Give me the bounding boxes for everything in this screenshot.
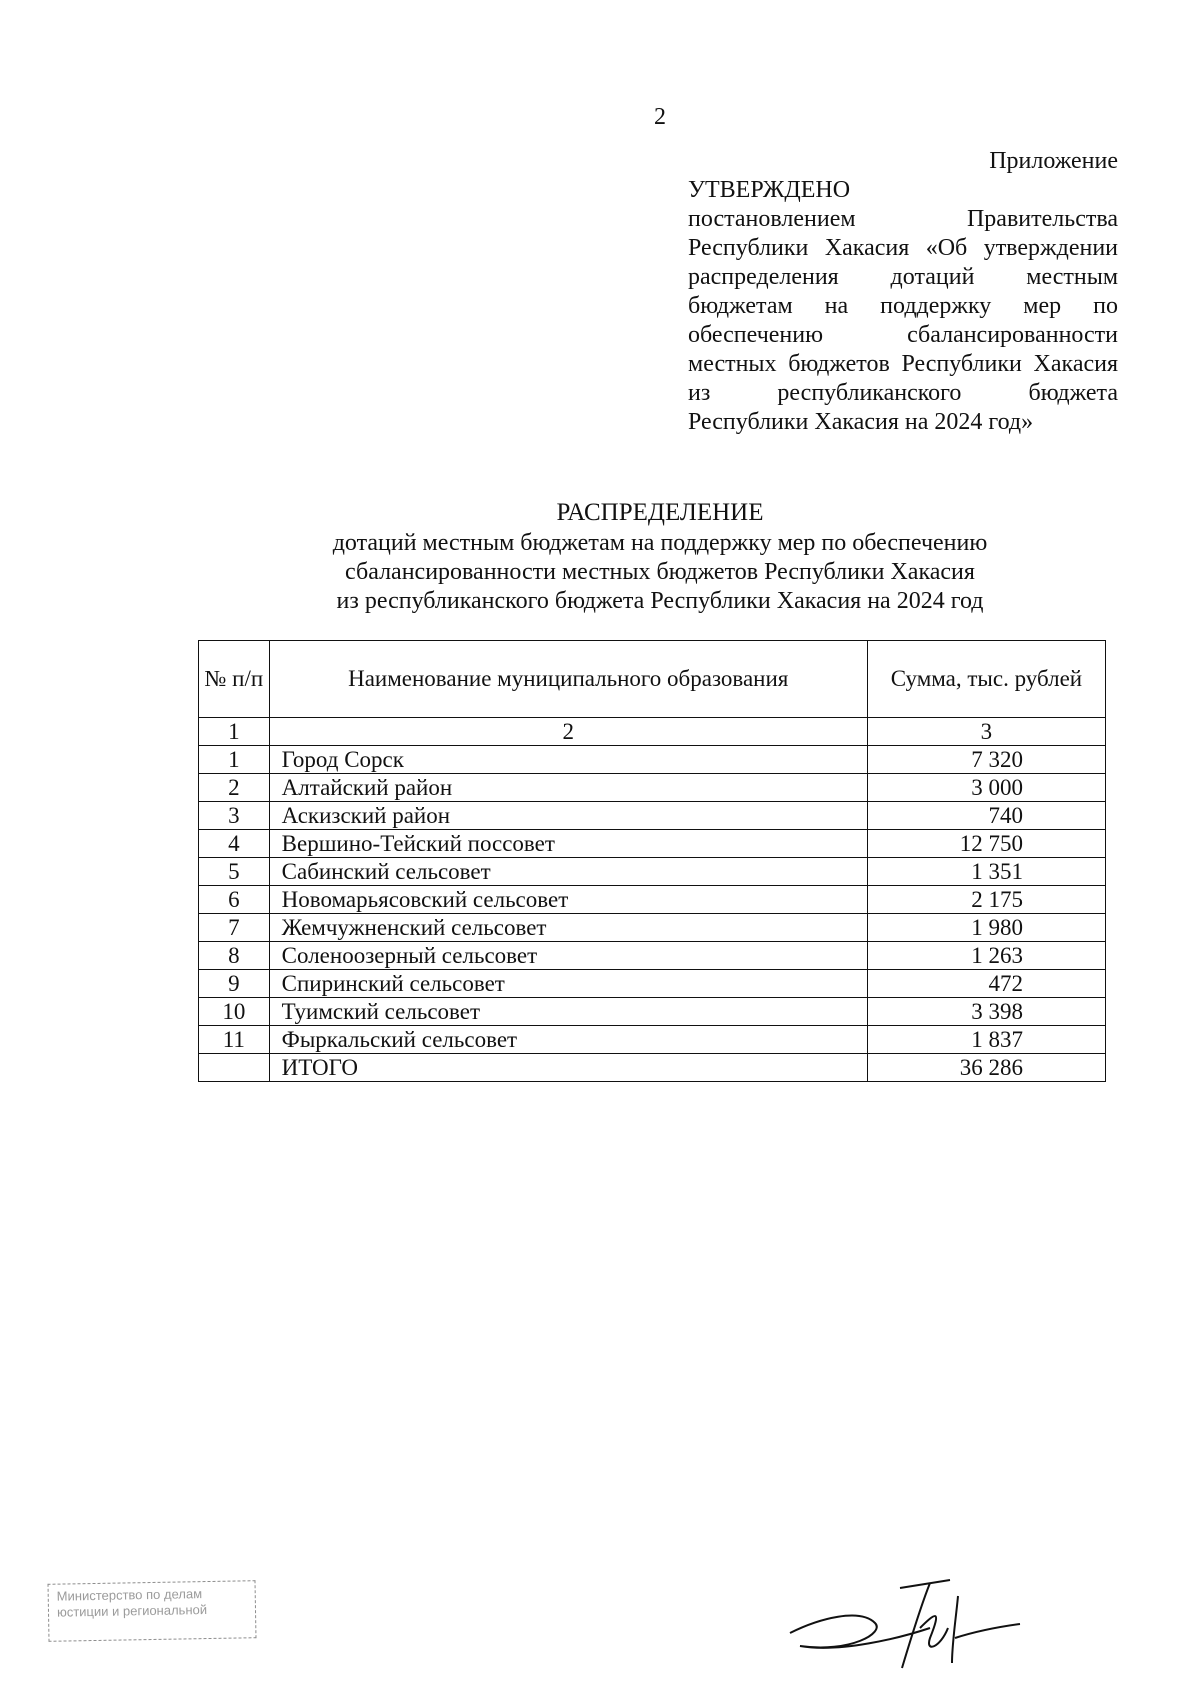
- row-sum: 1 263: [867, 942, 1105, 970]
- table-row: [199, 802, 1106, 830]
- row-name: Спиринский сельсовет: [269, 970, 867, 998]
- total-row: [199, 1054, 1106, 1082]
- row-num: 11: [199, 1026, 270, 1054]
- table-header-row: [199, 641, 1106, 718]
- distribution-table: [198, 640, 1106, 1082]
- appendix-label: Приложение: [989, 148, 1118, 174]
- table-row: [199, 858, 1106, 886]
- table-row: [199, 886, 1106, 914]
- row-sum: 7 320: [867, 746, 1105, 774]
- row-num: 7: [199, 914, 270, 942]
- total-num: [199, 1054, 270, 1082]
- row-sum: 3 000: [867, 774, 1105, 802]
- row-sum: 1 837: [867, 1026, 1105, 1054]
- column-number-3: 3: [867, 718, 1105, 746]
- row-num: 3: [199, 802, 270, 830]
- document-subtitle-line-3: из республиканского бюджета Республики Хакасия на 2024 год: [336, 588, 984, 614]
- row-name: Сабинский сельсовет: [269, 858, 867, 886]
- row-name: Новомарьясовский сельсовет: [269, 886, 867, 914]
- approval-heading: УТВЕРЖДЕНО: [688, 177, 851, 203]
- document-subtitle-line-1: дотаций местным бюджетам на поддержку мер по обеспечению: [332, 530, 988, 556]
- row-sum: 472: [867, 970, 1105, 998]
- approval-text: постановлением Правительства Республики Хакасия «Об утверждении распределения дотаций местным бюджетам на поддержку мер по обеспечению сбалансированности местных бюджетов Республики Хакасия из республиканского бюджета Республики Хакасия на 2024 год»: [688, 206, 1118, 435]
- stamp-line-2: юстиции и региональной: [56, 1602, 208, 1620]
- column-number-2: 2: [269, 718, 867, 746]
- table-row: [199, 942, 1106, 970]
- row-num: 4: [199, 830, 270, 858]
- table-row: [199, 1026, 1106, 1054]
- table-row: [199, 998, 1106, 1026]
- header-sum: Сумма, тыс. рублей: [867, 641, 1105, 718]
- row-sum: 12 750: [867, 830, 1105, 858]
- approval-block: [688, 176, 1118, 437]
- row-name: Соленоозерный сельсовет: [269, 942, 867, 970]
- row-name: Фыркальский сельсовет: [269, 1026, 867, 1054]
- table-row: [199, 914, 1106, 942]
- stamp-line-1: Министерство по делам: [56, 1586, 203, 1604]
- table-row: [199, 970, 1106, 998]
- signature-icon: [780, 1568, 1030, 1678]
- row-name: Туимский сельсовет: [269, 998, 867, 1026]
- row-name: Жемчужненский сельсовет: [269, 914, 867, 942]
- document-title: РАСПРЕДЕЛЕНИЕ: [556, 499, 764, 526]
- total-sum: 36 286: [867, 1054, 1105, 1082]
- row-num: 9: [199, 970, 270, 998]
- column-number-1: 1: [199, 718, 270, 746]
- row-name: Аскизский район: [269, 802, 867, 830]
- row-num: 8: [199, 942, 270, 970]
- table-row: [199, 746, 1106, 774]
- row-num: 10: [199, 998, 270, 1026]
- row-sum: 1 351: [867, 858, 1105, 886]
- total-label: ИТОГО: [269, 1054, 867, 1082]
- row-num: 5: [199, 858, 270, 886]
- row-sum: 1 980: [867, 914, 1105, 942]
- header-num: № п/п: [199, 641, 270, 718]
- document-title-block: [300, 498, 1020, 616]
- row-sum: 740: [867, 802, 1105, 830]
- row-name: Вершино-Тейский поссовет: [269, 830, 867, 858]
- table-row: [199, 774, 1106, 802]
- ministry-stamp: [48, 1580, 257, 1642]
- row-num: 2: [199, 774, 270, 802]
- document-subtitle-line-2: сбалансированности местных бюджетов Республики Хакасия: [345, 559, 975, 585]
- header-name: Наименование муниципального образования: [269, 641, 867, 718]
- row-sum: 2 175: [867, 886, 1105, 914]
- row-name: Алтайский район: [269, 774, 867, 802]
- row-sum: 3 398: [867, 998, 1105, 1026]
- page-number: 2: [654, 104, 666, 130]
- table-row: [199, 830, 1106, 858]
- row-num: 1: [199, 746, 270, 774]
- row-num: 6: [199, 886, 270, 914]
- row-name: Город Сорск: [269, 746, 867, 774]
- column-number-row: [199, 718, 1106, 746]
